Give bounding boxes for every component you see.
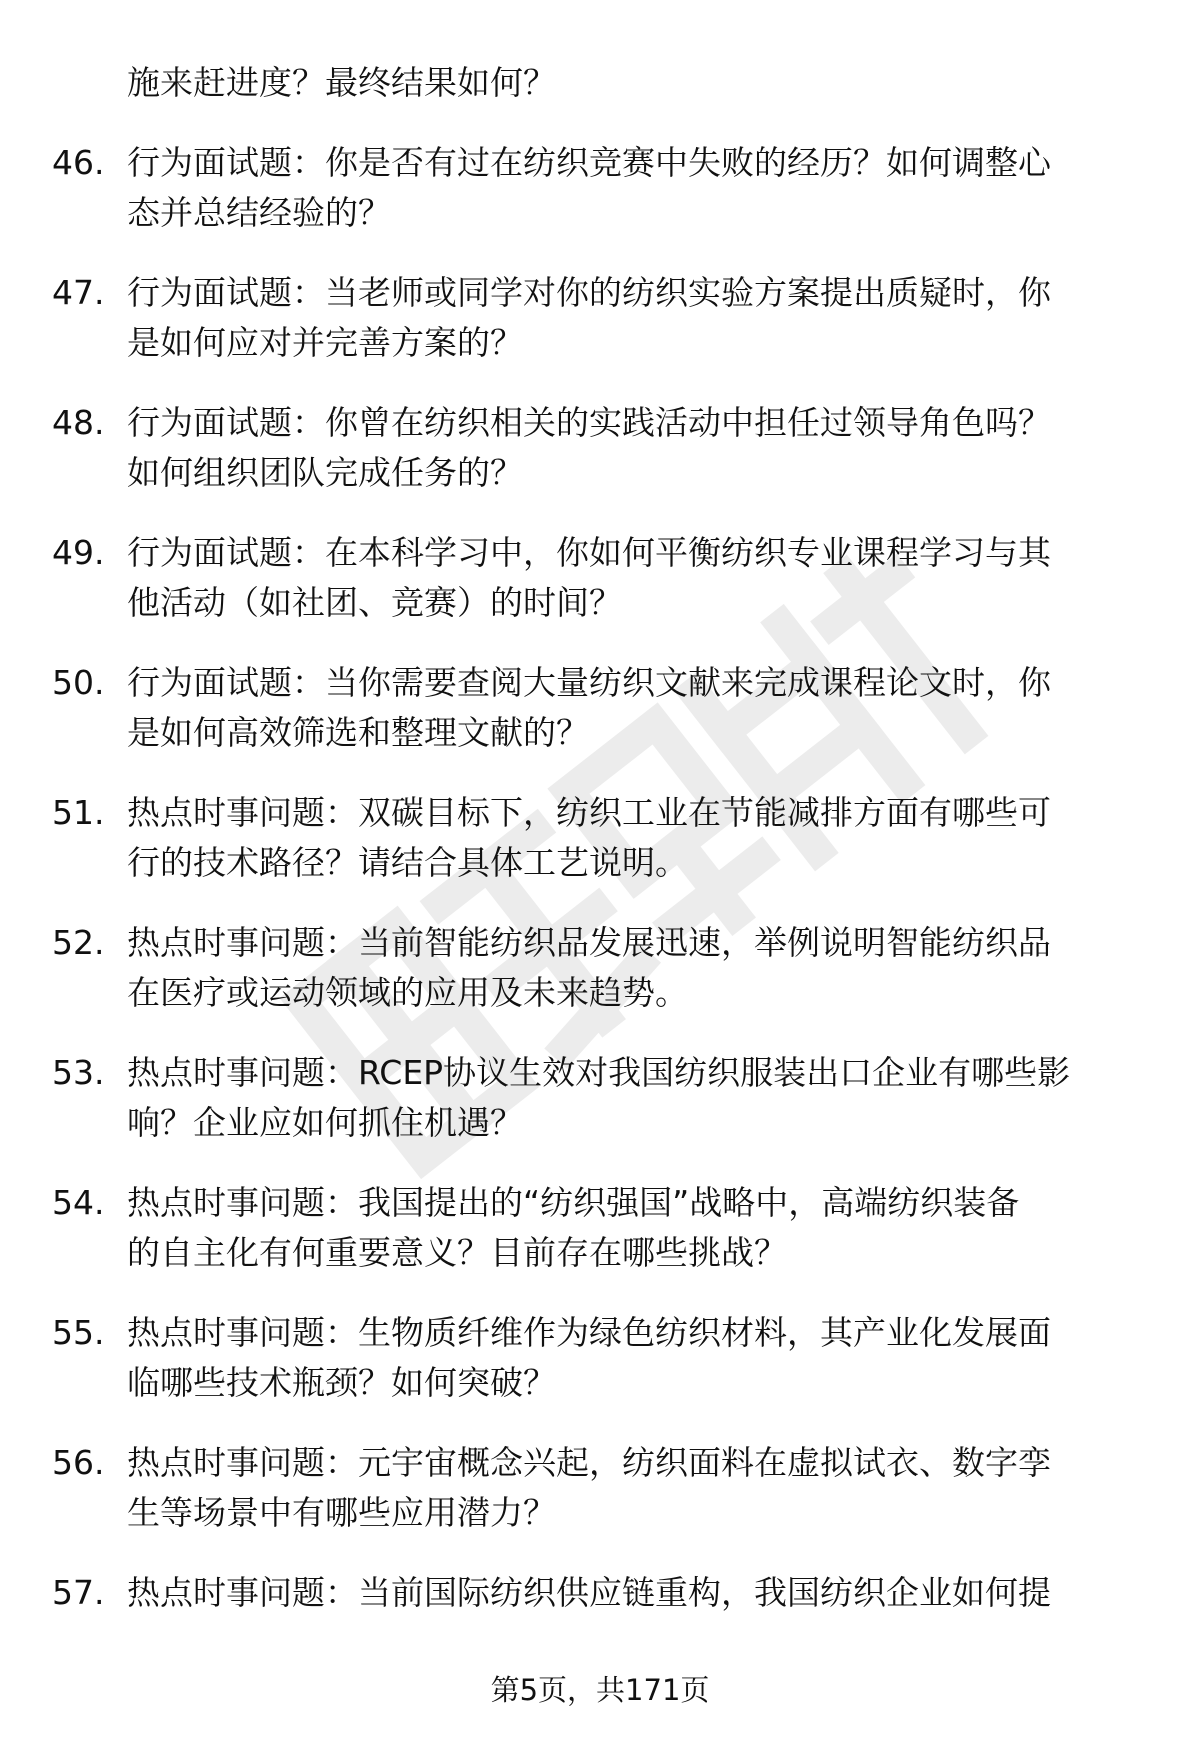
question-text-line: 行为面试题：在本科学习中，你如何平衡纺织专业课程学习与其 [127, 533, 1051, 572]
question-number: 55. [52, 1313, 105, 1352]
question-text-line: 行为面试题：当你需要查阅大量纺织文献来完成课程论文时，你 [127, 663, 1051, 702]
question-item [52, 658, 1152, 758]
question-item [52, 398, 1152, 498]
question-item [52, 1308, 1152, 1408]
question-text-line: 是如何高效筛选和整理文献的？ [127, 713, 589, 752]
question-text-line: 态并总结经验的？ [127, 193, 391, 232]
continuation-text: 施来赶进度？最终结果如何？ [127, 63, 556, 102]
question-number: 53. [52, 1053, 105, 1092]
question-item [52, 1438, 1152, 1538]
page-footer: 第5页，共171页 [490, 1673, 710, 1707]
question-item [52, 138, 1152, 238]
question-text-line: 生等场景中有哪些应用潜力？ [127, 1493, 556, 1532]
question-number: 48. [52, 403, 105, 442]
question-text-line: 临哪些技术瓶颈？如何突破？ [127, 1363, 556, 1402]
question-number: 56. [52, 1443, 105, 1482]
question-number: 54. [52, 1183, 105, 1222]
question-number: 52. [52, 923, 105, 962]
question-number: 51. [52, 793, 105, 832]
question-number: 49. [52, 533, 105, 572]
question-text-line: 热点时事问题：当前国际纺织供应链重构，我国纺织企业如何提 [127, 1573, 1051, 1612]
question-item [52, 1048, 1152, 1148]
question-text-line: 行的技术路径？请结合具体工艺说明。 [127, 843, 688, 882]
question-text-line: 热点时事问题：双碳目标下，纺织工业在节能减排方面有哪些可 [127, 793, 1051, 832]
question-text-line: 热点时事问题：我国提出的“纺织强国”战略中，高端纺织装备 [127, 1183, 1020, 1222]
question-text-line: 响？企业应如何抓住机遇？ [127, 1103, 523, 1142]
question-list [52, 138, 1152, 1618]
question-text-line: 热点时事问题：当前智能纺织品发展迅速，举例说明智能纺织品 [127, 923, 1051, 962]
question-text-line: 行为面试题：你曾在纺织相关的实践活动中担任过领导角色吗？ [127, 403, 1051, 442]
question-text-line: 行为面试题：当老师或同学对你的纺织实验方案提出质疑时，你 [127, 273, 1051, 312]
question-number: 46. [52, 143, 105, 182]
question-content [52, 58, 1152, 1618]
question-item [52, 788, 1152, 888]
question-item [52, 528, 1152, 628]
question-text-line: 热点时事问题：RCEP协议生效对我国纺织服装出口企业有哪些影 [127, 1053, 1071, 1092]
question-text-line: 行为面试题：你是否有过在纺织竞赛中失败的经历？如何调整心 [127, 143, 1051, 182]
question-item [52, 1568, 1152, 1618]
question-text-line: 的自主化有何重要意义？目前存在哪些挑战？ [127, 1233, 787, 1272]
question-text-line: 热点时事问题：元宇宙概念兴起，纺织面料在虚拟试衣、数字孪 [127, 1443, 1051, 1482]
question-number: 47. [52, 273, 105, 312]
question-number: 57. [52, 1573, 105, 1612]
question-text-line: 是如何应对并完善方案的？ [127, 323, 523, 362]
question-text-line: 在医疗或运动领域的应用及未来趋势。 [127, 973, 688, 1012]
question-text-line: 如何组织团队完成任务的？ [127, 453, 523, 492]
question-number: 50. [52, 663, 105, 702]
question-text-line: 热点时事问题：生物质纤维作为绿色纺织材料，其产业化发展面 [127, 1313, 1051, 1352]
question-text-line: 他活动（如社团、竞赛）的时间？ [127, 583, 622, 622]
question-item [52, 268, 1152, 368]
question-item [52, 1178, 1152, 1278]
question-item [52, 918, 1152, 1018]
